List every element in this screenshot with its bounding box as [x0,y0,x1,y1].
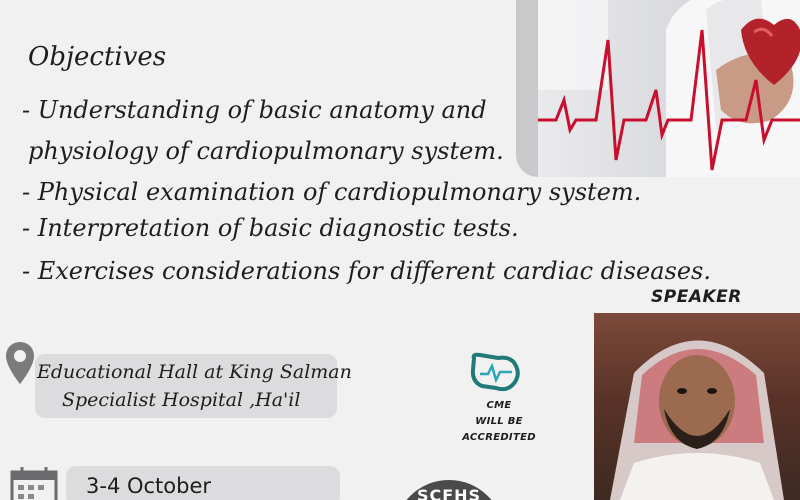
objective-item: - Understanding of basic anatomy and [22,96,487,124]
calendar-icon [6,466,62,500]
cme-accredited-note [460,398,538,446]
objective-item: - Interpretation of basic diagnostic tests. [22,214,519,242]
objective-item: physiology of cardiopulmonary system. [28,137,504,165]
cme-logo-icon [468,352,524,398]
objective-item: - Physical examination of cardiopulmonary system. [22,178,642,206]
badge-text: SCFHS [416,486,482,500]
map-pin-icon [4,340,36,390]
speaker-photo [594,313,800,500]
scfhs-badge [394,480,504,500]
speaker-label: SPEAKER [651,287,742,307]
cme-line: WILL BE [475,416,523,427]
cme-line: ACCREDITED [462,432,536,443]
objectives-title: Objectives [28,42,167,72]
venue-line-2: Specialist Hospital ,Ha'il [62,389,301,411]
cme-line: CME [486,400,512,411]
objective-item: - Exercises considerations for different cardiac diseases. [22,257,711,285]
hero-image [516,0,800,177]
event-date: 3-4 October [86,474,212,498]
venue-line-1: Educational Hall at King Salman [37,361,352,383]
